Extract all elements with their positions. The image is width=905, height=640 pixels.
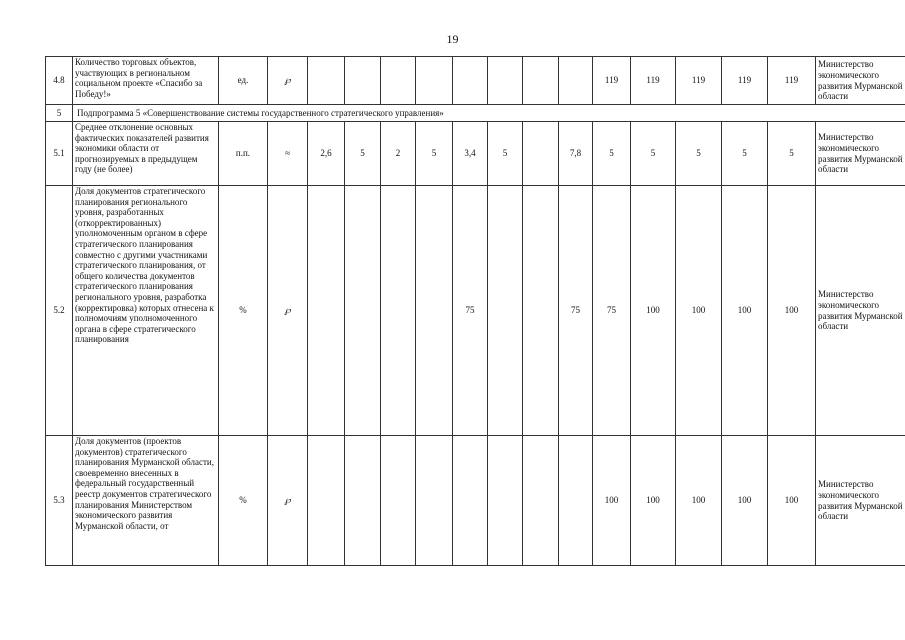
value-cell: 3,4 xyxy=(453,122,488,186)
value-cell: 5 xyxy=(488,122,523,186)
indicators-table xyxy=(45,56,905,566)
value-cell xyxy=(488,436,523,566)
value-cell: 75 xyxy=(559,186,593,436)
value-cell xyxy=(488,57,523,105)
direction-symbol: ℘ xyxy=(268,436,308,566)
value-cell xyxy=(416,57,453,105)
responsible-body: Министерство экономического развития Мурманской области xyxy=(816,57,905,105)
value-cell: 119 xyxy=(722,57,768,105)
value-cell xyxy=(308,436,345,566)
value-cell: 100 xyxy=(631,436,676,566)
responsible-body: Министерство экономического развития Мурманской области xyxy=(816,186,905,436)
page-number: 19 xyxy=(446,32,459,46)
value-cell: 2,6 xyxy=(308,122,345,186)
value-cell: 5 xyxy=(768,122,816,186)
empty-cell xyxy=(523,436,559,566)
subprogram-row xyxy=(46,105,905,122)
direction-symbol: ℘ xyxy=(268,57,308,105)
indicator-name: Доля документов стратегического планирования регионального уровня, разработанных (откорректированных) уполномоченным органом в сфере стратегического планирования совместно с другими участниками стратегического планирования, от общего количества документов стратегического планирования регионального уровня, разработка (корректировка) которых отнесена к полномочиям уполномоченного органа в сфере стратегического планирования xyxy=(73,186,219,436)
table-row xyxy=(46,436,905,566)
value-cell xyxy=(345,186,381,436)
row-number: 5 xyxy=(46,105,73,122)
row-number: 4.8 xyxy=(46,57,73,105)
unit: ед. xyxy=(219,57,268,105)
value-cell: 5 xyxy=(722,122,768,186)
value-cell: 100 xyxy=(593,436,631,566)
indicator-name: Доля документов (проектов документов) стратегического планирования Мурманской области, своевременно внесенных в федеральный государственный реестр документов стратегического планирования Министерством экономического развития Мурманской области, от xyxy=(73,436,219,566)
value-cell xyxy=(381,436,416,566)
value-cell: 100 xyxy=(631,186,676,436)
value-cell xyxy=(523,57,559,105)
value-cell xyxy=(453,436,488,566)
value-cell xyxy=(559,57,593,105)
value-cell xyxy=(381,186,416,436)
unit: % xyxy=(219,436,268,566)
value-cell xyxy=(416,186,453,436)
value-cell: 100 xyxy=(722,436,768,566)
value-cell xyxy=(308,186,345,436)
value-cell xyxy=(345,436,381,566)
value-cell: 119 xyxy=(768,57,816,105)
value-cell: 75 xyxy=(453,186,488,436)
indicator-name: Среднее отклонение основных фактических показателей развития экономики области от прогнозируемых в предыдущем году (не более) xyxy=(73,122,219,186)
value-cell: 5 xyxy=(416,122,453,186)
responsible-body: Министерство экономического развития Мурманской области xyxy=(816,122,905,186)
value-cell: 100 xyxy=(768,186,816,436)
value-cell: 75 xyxy=(593,186,631,436)
value-cell: 5 xyxy=(345,122,381,186)
empty-cell xyxy=(523,122,559,186)
value-cell: 5 xyxy=(676,122,722,186)
direction-symbol: ℘ xyxy=(268,186,308,436)
row-number: 5.3 xyxy=(46,436,73,566)
value-cell xyxy=(345,57,381,105)
empty-cell xyxy=(308,57,345,105)
value-cell: 7,8 xyxy=(559,122,593,186)
value-cell xyxy=(416,436,453,566)
table-row xyxy=(46,122,905,186)
value-cell xyxy=(381,57,416,105)
value-cell xyxy=(453,57,488,105)
table-row xyxy=(46,57,905,105)
value-cell: 100 xyxy=(676,186,722,436)
row-number: 5.1 xyxy=(46,122,73,186)
indicator-name: Количество торговых объектов, участвующих в региональном социальном проекте «Спасибо за Победу!» xyxy=(73,57,219,105)
value-cell: 100 xyxy=(722,186,768,436)
subprogram-title: Подпрограмма 5 «Совершенствование системы государственного стратегического управления» xyxy=(73,105,905,122)
value-cell: 100 xyxy=(676,436,722,566)
empty-cell xyxy=(523,186,559,436)
direction-symbol: ≈ xyxy=(268,122,308,186)
value-cell: 5 xyxy=(593,122,631,186)
value-cell: 119 xyxy=(631,57,676,105)
value-cell: 119 xyxy=(593,57,631,105)
value-cell: 2 xyxy=(381,122,416,186)
value-cell: 5 xyxy=(631,122,676,186)
value-cell: 100 xyxy=(768,436,816,566)
value-cell: 119 xyxy=(676,57,722,105)
responsible-body: Министерство экономического развития Мурманской области xyxy=(816,436,905,566)
unit: % xyxy=(219,186,268,436)
value-cell xyxy=(559,436,593,566)
row-number: 5.2 xyxy=(46,186,73,436)
unit: п.п. xyxy=(219,122,268,186)
table-row xyxy=(46,186,905,436)
value-cell xyxy=(488,186,523,436)
